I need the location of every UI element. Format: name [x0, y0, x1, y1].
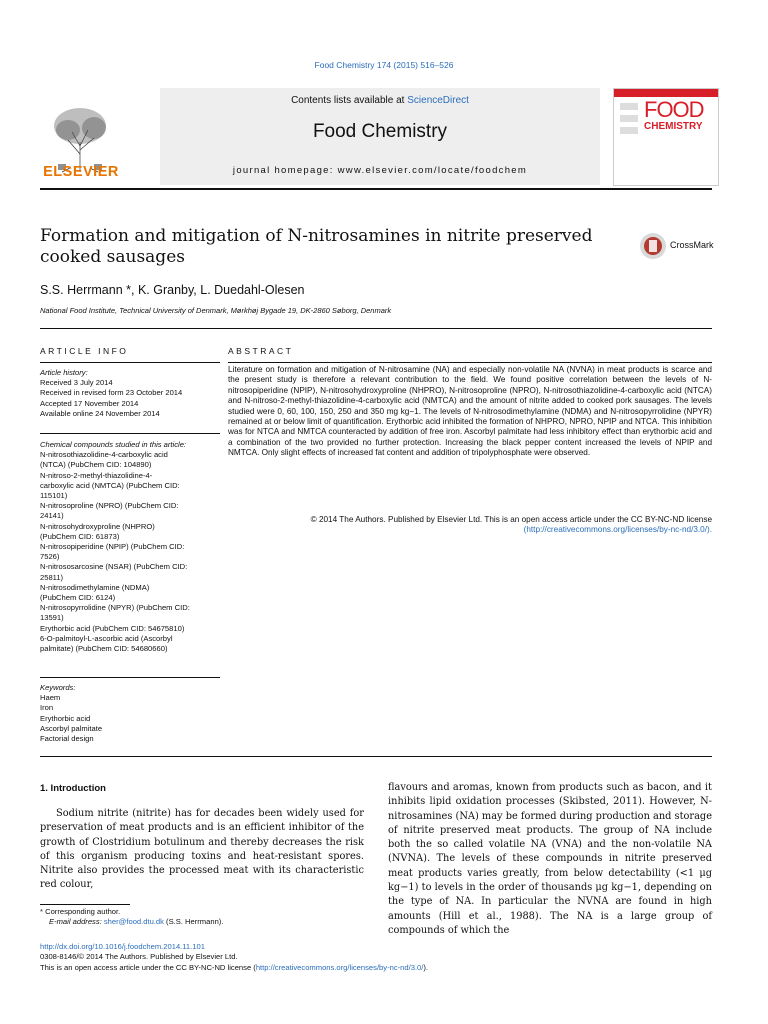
article-history — [40, 368, 220, 419]
header-rule — [40, 188, 712, 190]
corresponding-author: Corresponding author. — [45, 907, 121, 916]
cover-title-chemistry: CHEMISTRY — [644, 121, 703, 132]
intro-right-column: flavours and aromas, known from products such as bacon, and it inhibits lipid oxidation processes (Skibsted, 2011). However, N-nitrosamines (NA) may be formed during production and storage of nitrite preserved meat products. The group of NA include both the so called volatile NA (VNA) and the non-volatile NA (NVNA). The levels of these compounds in nitrite preserved meat products varies greatly, from below detectability (<1 μg kg−1) to levels in the order of thousands μg kg−1, depending on the type of NA. In particular the NVNA are found in high amounts (Hill et al., 1988). The NA is a large group of compounds of which the — [388, 782, 712, 936]
journal-cover-thumbnail[interactable] — [613, 88, 719, 186]
oa-license-link[interactable]: http://creativecommons.org/licenses/by-nc-nd/3.0/ — [255, 962, 424, 972]
chem-line: 7526) — [40, 552, 60, 562]
journal-name: Food Chemistry — [312, 121, 448, 142]
chem-line: N-nitrososarcosine (NSAR) (PubChem CID: — [40, 562, 188, 572]
issn-line: 0308-8146/© 2014 The Authors. Published by Elsevier Ltd. — [40, 952, 238, 962]
crossmark-badge[interactable] — [638, 231, 718, 261]
license-text: © 2014 The Authors. Published by Elsevier Ltd. This is an open access article under the CC BY-NC-ND license — [310, 515, 712, 524]
journal-homepage[interactable]: journal homepage: www.elsevier.com/locate/foodchem — [232, 165, 528, 176]
chem-line: 25811) — [40, 572, 64, 582]
contents-line — [160, 95, 600, 106]
history-label: Article history: — [40, 368, 88, 377]
history-online: Available online 24 November 2014 — [40, 408, 160, 418]
oa-suffix: ). — [423, 962, 429, 972]
body-rule — [40, 756, 712, 757]
cover-decoration — [620, 103, 638, 110]
chem-line: N-nitrosohydroxyproline (NHPRO) — [40, 521, 155, 531]
chem-line: N-nitrosothiazolidine-4-carboxylic acid — [40, 450, 168, 460]
chem-line: carboxylic acid (NMTCA) (PubChem CID: — [40, 480, 180, 490]
abstract-rule — [228, 362, 712, 363]
keyword: Factorial design — [40, 734, 94, 744]
cover-title-food: FOOD — [644, 97, 704, 122]
introduction-heading: 1. Introduction — [40, 783, 106, 794]
chem-line: N-nitrosodimethylamine (NDMA) — [40, 582, 150, 592]
title-rule — [40, 328, 712, 329]
journal-citation[interactable]: Food Chemistry 174 (2015) 516–526 — [314, 60, 454, 70]
cover-decoration — [620, 115, 638, 122]
author-list: S.S. Herrmann *, K. Granby, L. Duedahl-Olesen — [40, 283, 305, 297]
chem-line: 13591) — [40, 613, 64, 623]
keywords — [40, 683, 220, 744]
abstract-text: Literature on formation and mitigation of N-nitrosamine (NA) and especially non-volatile NA (NVNA) in meat products is scarce and the present study is therefore a relevant contribution to the field. We found positive correlation between the levels of N-nitrosopiperidine (NPIP), N-nitrosohydroxyproline (NHPRO), N-nitrosoproline (NPRO), N-nitrosothiazolidine-4-carboxylic acid (NTCA) and N-nitroso-2-methyl-thiazolidine-4-carboxylic acid (NMTCA) and the amount of nitrite added to cooked pork sausages. The levels studied were 0, 60, 100, 150, 250 and 350 mg kg−1. The levels of N-nitrosodimethylamine (NDMA) and N-nitrosopyrrolidine (NPYR) remained at or below limit of quantification. Erythorbic acid inhibited the formation of NHPRO, NPRO, NPIP and NTCA. This inhibition was for NTCA and NMTCA counteracted by addition of free iron. Ascorbyl palmitate had less inhibitory effect than erythorbic acid and a combination of the two provided no further protection. Increasing the black pepper content increased the levels of NPIP and NMTCA. Only slight effects of increased fat content and addition of tripolyphosphate were observed. — [228, 365, 712, 458]
cover-decoration — [620, 127, 638, 134]
keyword: Erythorbic acid — [40, 713, 91, 723]
chem-line: N-nitrosopiperidine (NPIP) (PubChem CID: — [40, 542, 185, 552]
keywords-label: Keywords: — [40, 683, 76, 692]
crossmark-label: CrossMark — [670, 240, 714, 250]
chem-line: N-nitrosopyrrolidine (NPYR) (PubChem CID: — [40, 603, 190, 613]
intro-left-text: Sodium nitrite (nitrite) has for decades been widely used for preservation of meat products and is an efficient inhibitor of the growth of Clostridium botulinum and thereby decreases the risk of this organism producing toxins and heat-resistant spores. Nitrite also provides the processed meat with its characteristic red colour, — [40, 808, 364, 891]
sciencedirect-link[interactable]: ScienceDirect — [407, 95, 469, 106]
license-link[interactable]: (http://creativecommons.org/licenses/by-nc-nd/3.0/). — [523, 525, 712, 535]
doi-link[interactable]: http://dx.doi.org/10.1016/j.foodchem.2014.11.101 — [40, 942, 205, 951]
keywords-rule — [40, 677, 220, 678]
affiliation: National Food Institute, Technical University of Denmark, Mørkhøj Bygade 19, DK-2860 Søborg, Denmark — [40, 306, 392, 315]
history-accepted: Accepted 17 November 2014 — [40, 398, 139, 408]
keyword: Haem — [40, 693, 61, 703]
history-received: Received 3 July 2014 — [40, 378, 113, 388]
elsevier-wordmark: ELSEVIER — [43, 164, 119, 180]
article-info-rule — [40, 362, 220, 363]
chem-line: 6-O-palmitoyl-L-ascorbic acid (Ascorbyl — [40, 633, 173, 643]
doi-block — [40, 942, 428, 973]
chem-line: (PubChem CID: 61873) — [40, 531, 120, 541]
email-author-name: (S.S. Herrmann). — [163, 917, 224, 927]
article-info-heading: ARTICLE INFO — [40, 346, 129, 356]
abstract-heading: ABSTRACT — [228, 346, 294, 356]
chem-line: 24141) — [40, 511, 64, 521]
chem-line: palmitate) (PubChem CID: 54680660) — [40, 644, 168, 654]
history-revised: Received in revised form 23 October 2014 — [40, 388, 183, 398]
chem-line: 115101) — [40, 491, 68, 501]
article-title: Formation and mitigation of N-nitrosamines in nitrite preserved cooked sausages — [40, 226, 593, 267]
chem-rule — [40, 433, 220, 434]
chem-line: (NTCA) (PubChem CID: 104890) — [40, 460, 152, 470]
intro-left-column — [40, 807, 364, 893]
chem-line: N-nitroso-2-methyl-thiazolidine-4- — [40, 470, 153, 480]
author-email-link[interactable]: sher@food.dtu.dk — [103, 917, 164, 927]
footnote-rule — [40, 904, 130, 905]
footnote — [40, 907, 223, 927]
keyword: Iron — [40, 703, 54, 713]
crossmark-icon — [638, 231, 668, 261]
footnote-marker: * — [40, 907, 43, 916]
chem-line: (PubChem CID: 6124) — [40, 593, 116, 603]
chem-label: Chemical compounds studied in this article: — [40, 440, 187, 449]
chem-line: N-nitrosoproline (NPRO) (PubChem CID: — [40, 501, 179, 511]
chemical-compounds — [40, 440, 220, 654]
contents-prefix: Contents lists available at — [291, 95, 408, 106]
chem-line: Erythorbic acid (PubChem CID: 54675810) — [40, 623, 185, 633]
cover-top-band — [614, 89, 718, 97]
email-label: E-mail address: — [49, 917, 104, 927]
oa-prefix: This is an open access article under the CC BY-NC-ND license ( — [40, 962, 256, 972]
keyword: Ascorbyl palmitate — [40, 723, 103, 733]
abstract-license — [228, 515, 712, 536]
